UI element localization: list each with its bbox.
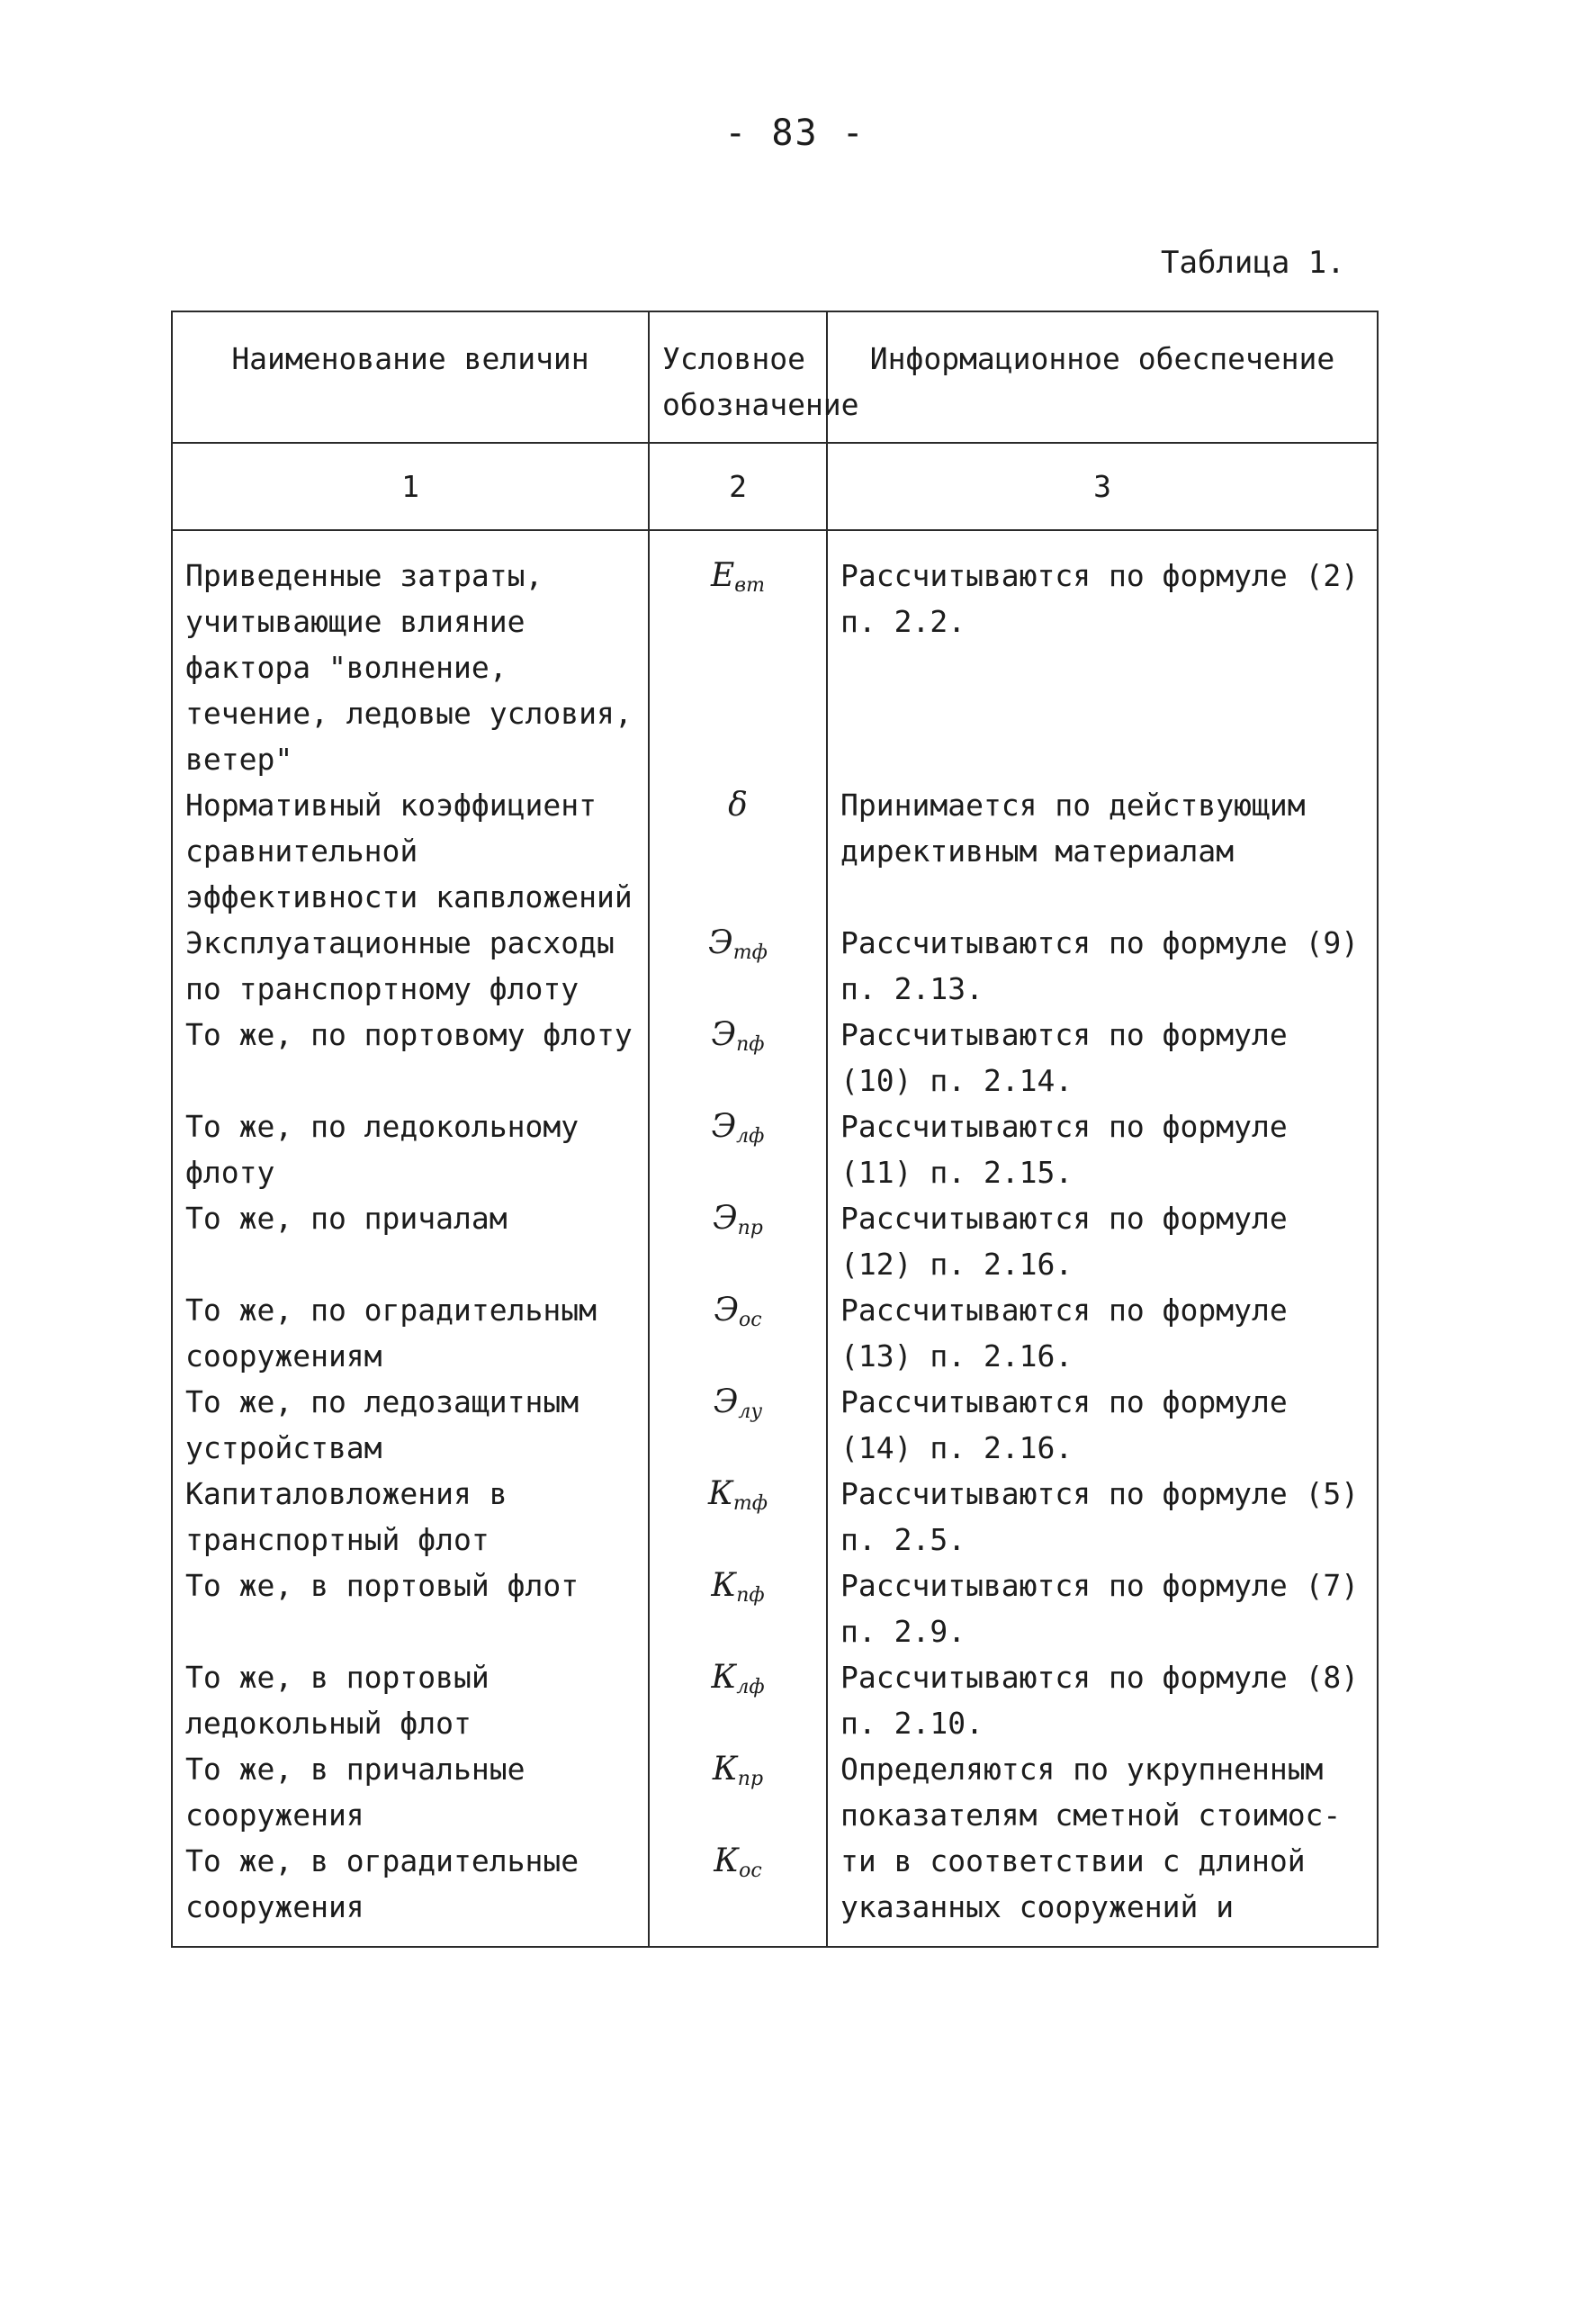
- symbol-subscript: вт: [734, 574, 765, 597]
- table-row: [172, 782, 1378, 920]
- symbol-subscript: лф: [736, 1676, 765, 1698]
- header-info: Информационное обеспечение: [827, 311, 1378, 443]
- header-name: Наименование величин: [172, 311, 649, 443]
- table-row: [172, 1563, 1378, 1654]
- table-row: [172, 1012, 1378, 1103]
- symbol-letter: Э: [713, 1383, 739, 1420]
- symbol-letter: Э: [714, 1292, 739, 1329]
- row-info: Рассчитываются по формуле (13) п. 2.16.: [827, 1287, 1378, 1379]
- symbol-letter: Э: [713, 1200, 738, 1237]
- symbol-subscript: пф: [736, 1033, 765, 1056]
- row-info: Рассчитываются по формуле (5) п. 2.5.: [827, 1471, 1378, 1563]
- symbol-subscript: пр: [737, 1217, 763, 1239]
- symbol-subscript: ос: [739, 1860, 762, 1882]
- row-symbol: [649, 920, 827, 1012]
- row-info: ти в соответствии с длиной указанных сооружений и: [827, 1838, 1378, 1947]
- symbol-subscript: тф: [732, 941, 768, 964]
- symbol-subscript: лф: [736, 1125, 765, 1148]
- row-name: Эксплуатационные расходы по транспортному флоту: [172, 920, 649, 1012]
- symbol-subscript: ос: [738, 1309, 762, 1331]
- symbol-subscript: пф: [736, 1584, 765, 1607]
- symbol-letter: Э: [711, 1016, 737, 1053]
- column-number: 3: [827, 443, 1378, 530]
- table-row: [172, 1379, 1378, 1471]
- table-row: [172, 1287, 1378, 1379]
- row-name: То же, в портовый флот: [172, 1563, 649, 1654]
- table-row: [172, 1195, 1378, 1287]
- symbol-letter: Э: [708, 924, 733, 961]
- row-info: Определяются по укрупненным показателям сметной стоимос-: [827, 1746, 1378, 1838]
- symbol-letter: К: [708, 1475, 733, 1512]
- row-name: То же, в причальные сооружения: [172, 1746, 649, 1838]
- symbol-subscript: тф: [732, 1492, 768, 1515]
- header-symbol: Условное обозначение: [649, 311, 827, 443]
- row-name: То же, по причалам: [172, 1195, 649, 1287]
- symbol-letter: δ: [728, 787, 748, 824]
- row-name: То же, в оградительные сооружения: [172, 1838, 649, 1947]
- row-symbol: [649, 1654, 827, 1746]
- row-symbol: [649, 1195, 827, 1287]
- table-row: [172, 530, 1378, 782]
- row-info: Рассчитываются по формуле (7) п. 2.9.: [827, 1563, 1378, 1654]
- row-symbol: [649, 782, 827, 920]
- symbol-letter: К: [711, 1567, 737, 1604]
- column-number-row: [172, 443, 1378, 530]
- row-name: Капиталовложения в транспортный флот: [172, 1471, 649, 1563]
- table-row: [172, 1746, 1378, 1838]
- table-row: [172, 1471, 1378, 1563]
- row-symbol: [649, 1287, 827, 1379]
- row-info: Рассчитываются по формуле (2) п. 2.2.: [827, 530, 1378, 782]
- row-name: То же, в портовый ледокольный флот: [172, 1654, 649, 1746]
- page-number: - 83 -: [724, 113, 866, 154]
- row-info: Рассчитываются по формуле (14) п. 2.16.: [827, 1379, 1378, 1471]
- row-symbol: [649, 1012, 827, 1103]
- table-row: [172, 1103, 1378, 1195]
- table-header-row: [172, 311, 1378, 443]
- row-symbol: [649, 530, 827, 782]
- row-symbol: [649, 1471, 827, 1563]
- row-name: Приведенные затраты, учитывающие влияние фактора "волнение, течение, ледовые условия, ветер": [172, 530, 649, 782]
- symbol-subscript: пр: [737, 1768, 764, 1790]
- table-row: [172, 1838, 1378, 1947]
- row-name: То же, по портовому флоту: [172, 1012, 649, 1103]
- row-info: Рассчитываются по формуле (10) п. 2.14.: [827, 1012, 1378, 1103]
- row-name: То же, по оградительным сооружениям: [172, 1287, 649, 1379]
- parameters-table: [171, 311, 1379, 1948]
- row-name: То же, по ледозащитным устройствам: [172, 1379, 649, 1471]
- column-number: 2: [649, 443, 827, 530]
- row-info: Рассчитываются по формуле (8) п. 2.10.: [827, 1654, 1378, 1746]
- symbol-letter: К: [711, 1659, 737, 1696]
- symbol-letter: К: [712, 1751, 738, 1788]
- row-symbol: [649, 1379, 827, 1471]
- row-name: То же, по ледокольному флоту: [172, 1103, 649, 1195]
- column-number: 1: [172, 443, 649, 530]
- symbol-subscript: лу: [738, 1401, 763, 1423]
- row-info: Рассчитываются по формуле (9) п. 2.13.: [827, 920, 1378, 1012]
- row-symbol: [649, 1103, 827, 1195]
- table-row: [172, 1654, 1378, 1746]
- row-symbol: [649, 1838, 827, 1947]
- row-info: Рассчитываются по формуле (11) п. 2.15.: [827, 1103, 1378, 1195]
- table-row: [172, 920, 1378, 1012]
- table-caption: Таблица 1.: [1161, 245, 1345, 281]
- row-info: Принимается по действующим директивным материалам: [827, 782, 1378, 920]
- symbol-letter: Э: [711, 1108, 737, 1145]
- row-name: Нормативный коэффициент сравнительной эффективности капвложений: [172, 782, 649, 920]
- row-symbol: [649, 1563, 827, 1654]
- symbol-letter: Е: [711, 557, 735, 594]
- row-info: Рассчитываются по формуле (12) п. 2.16.: [827, 1195, 1378, 1287]
- symbol-letter: К: [714, 1842, 740, 1879]
- row-symbol: [649, 1746, 827, 1838]
